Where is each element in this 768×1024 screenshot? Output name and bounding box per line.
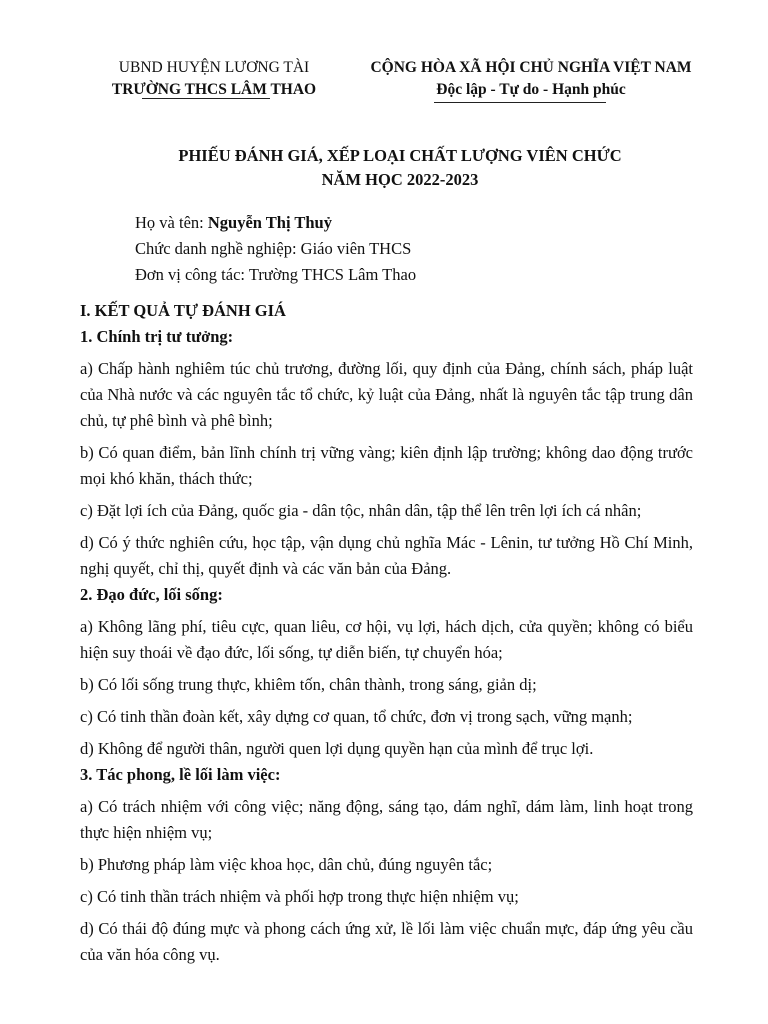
- header-left: [80, 57, 348, 101]
- ethics-item-c: c) Có tinh thần đoàn kết, xây dựng cơ quan, tổ chức, đơn vị trong sạch, vững mạnh;: [80, 707, 633, 726]
- work-style-item-d: d) Có thái độ đúng mực và phong cách ứng xử, lề lối làm việc chuẩn mực, đáp ứng yêu cầu của văn hóa công vụ.: [80, 919, 693, 964]
- politics-item-c: c) Đặt lợi ích của Đảng, quốc gia - dân tộc, nhân dân, tập thể lên trên lợi ích cá nhân;: [80, 501, 642, 520]
- title-line-2: NĂM HỌC 2022-2023: [321, 170, 479, 189]
- header-left-underline: [142, 98, 270, 99]
- document-title: [80, 144, 720, 192]
- assessment-content: [80, 298, 693, 968]
- politics-item-d: d) Có ý thức nghiên cứu, học tập, vận dụng chủ nghĩa Mác - Lênin, tư tưởng Hồ Chí Minh, nghị quyết, chỉ thị, quyết định và các văn bản của Đảng.: [80, 533, 693, 578]
- ethics-item-d: d) Không để người thân, người quen lợi dụng quyền hạn của mình để trục lợi.: [80, 739, 594, 758]
- district-name: UBND HUYỆN LƯƠNG TÀI: [118, 59, 310, 76]
- school-name: TRƯỜNG THCS LÂM THAO: [111, 81, 317, 98]
- work-style-item-a: a) Có trách nhiệm với công việc; năng động, sáng tạo, dám nghĩ, dám làm, linh hoạt trong thực hiện nhiệm vụ;: [80, 797, 693, 842]
- section-self-assessment-heading: I. KẾT QUẢ TỰ ĐÁNH GIÁ: [80, 301, 286, 320]
- work-unit-line: Đơn vị công tác: Trường THCS Lâm Thao: [135, 265, 417, 284]
- name-label: Họ và tên:: [135, 213, 208, 232]
- work-style-item-c: c) Có tinh thần trách nhiệm và phối hợp trong thực hiện nhiệm vụ;: [80, 887, 519, 906]
- politics-item-b: b) Có quan điểm, bản lĩnh chính trị vững vàng; kiên định lập trường; không dao động trước mọi khó khăn, thách thức;: [80, 443, 693, 488]
- sub-heading-work-style: 3. Tác phong, lề lối làm việc:: [80, 765, 281, 784]
- header-right: [345, 57, 717, 101]
- sub-heading-ethics: 2. Đạo đức, lối sống:: [80, 585, 223, 604]
- title-line-1: PHIẾU ĐÁNH GIÁ, XẾP LOẠI CHẤT LƯỢNG VIÊN CHỨC: [178, 146, 622, 165]
- sub-heading-politics: 1. Chính trị tư tưởng:: [80, 327, 234, 346]
- employee-info: [135, 210, 695, 288]
- national-motto: Độc lập - Tự do - Hạnh phúc: [436, 81, 626, 98]
- ethics-item-a: a) Không lãng phí, tiêu cực, quan liêu, cơ hội, vụ lợi, hách dịch, cửa quyền; không có biểu hiện suy thoái về đạo đức, lối sống, tự diễn biến, tự chuyển hóa;: [80, 617, 693, 662]
- name-value: Nguyễn Thị Thuỷ: [207, 213, 332, 232]
- national-title: CỘNG HÒA XÃ HỘI CHỦ NGHĨA VIỆT NAM: [370, 59, 692, 76]
- work-style-item-b: b) Phương pháp làm việc khoa học, dân chủ, đúng nguyên tắc;: [80, 855, 493, 874]
- job-title-line: Chức danh nghề nghiệp: Giáo viên THCS: [135, 239, 412, 258]
- ethics-item-b: b) Có lối sống trung thực, khiêm tốn, chân thành, trong sáng, giản dị;: [80, 675, 537, 694]
- name-line: [135, 210, 695, 236]
- header-right-underline: [434, 102, 606, 103]
- politics-item-a: a) Chấp hành nghiêm túc chủ trương, đường lối, quy định của Đảng, chính sách, pháp luật của Nhà nước và các nguyên tắc tổ chức, kỷ luật của Đảng, nhất là nguyên tắc tập trung dân chủ, tự phê bình và phê bình;: [80, 359, 693, 430]
